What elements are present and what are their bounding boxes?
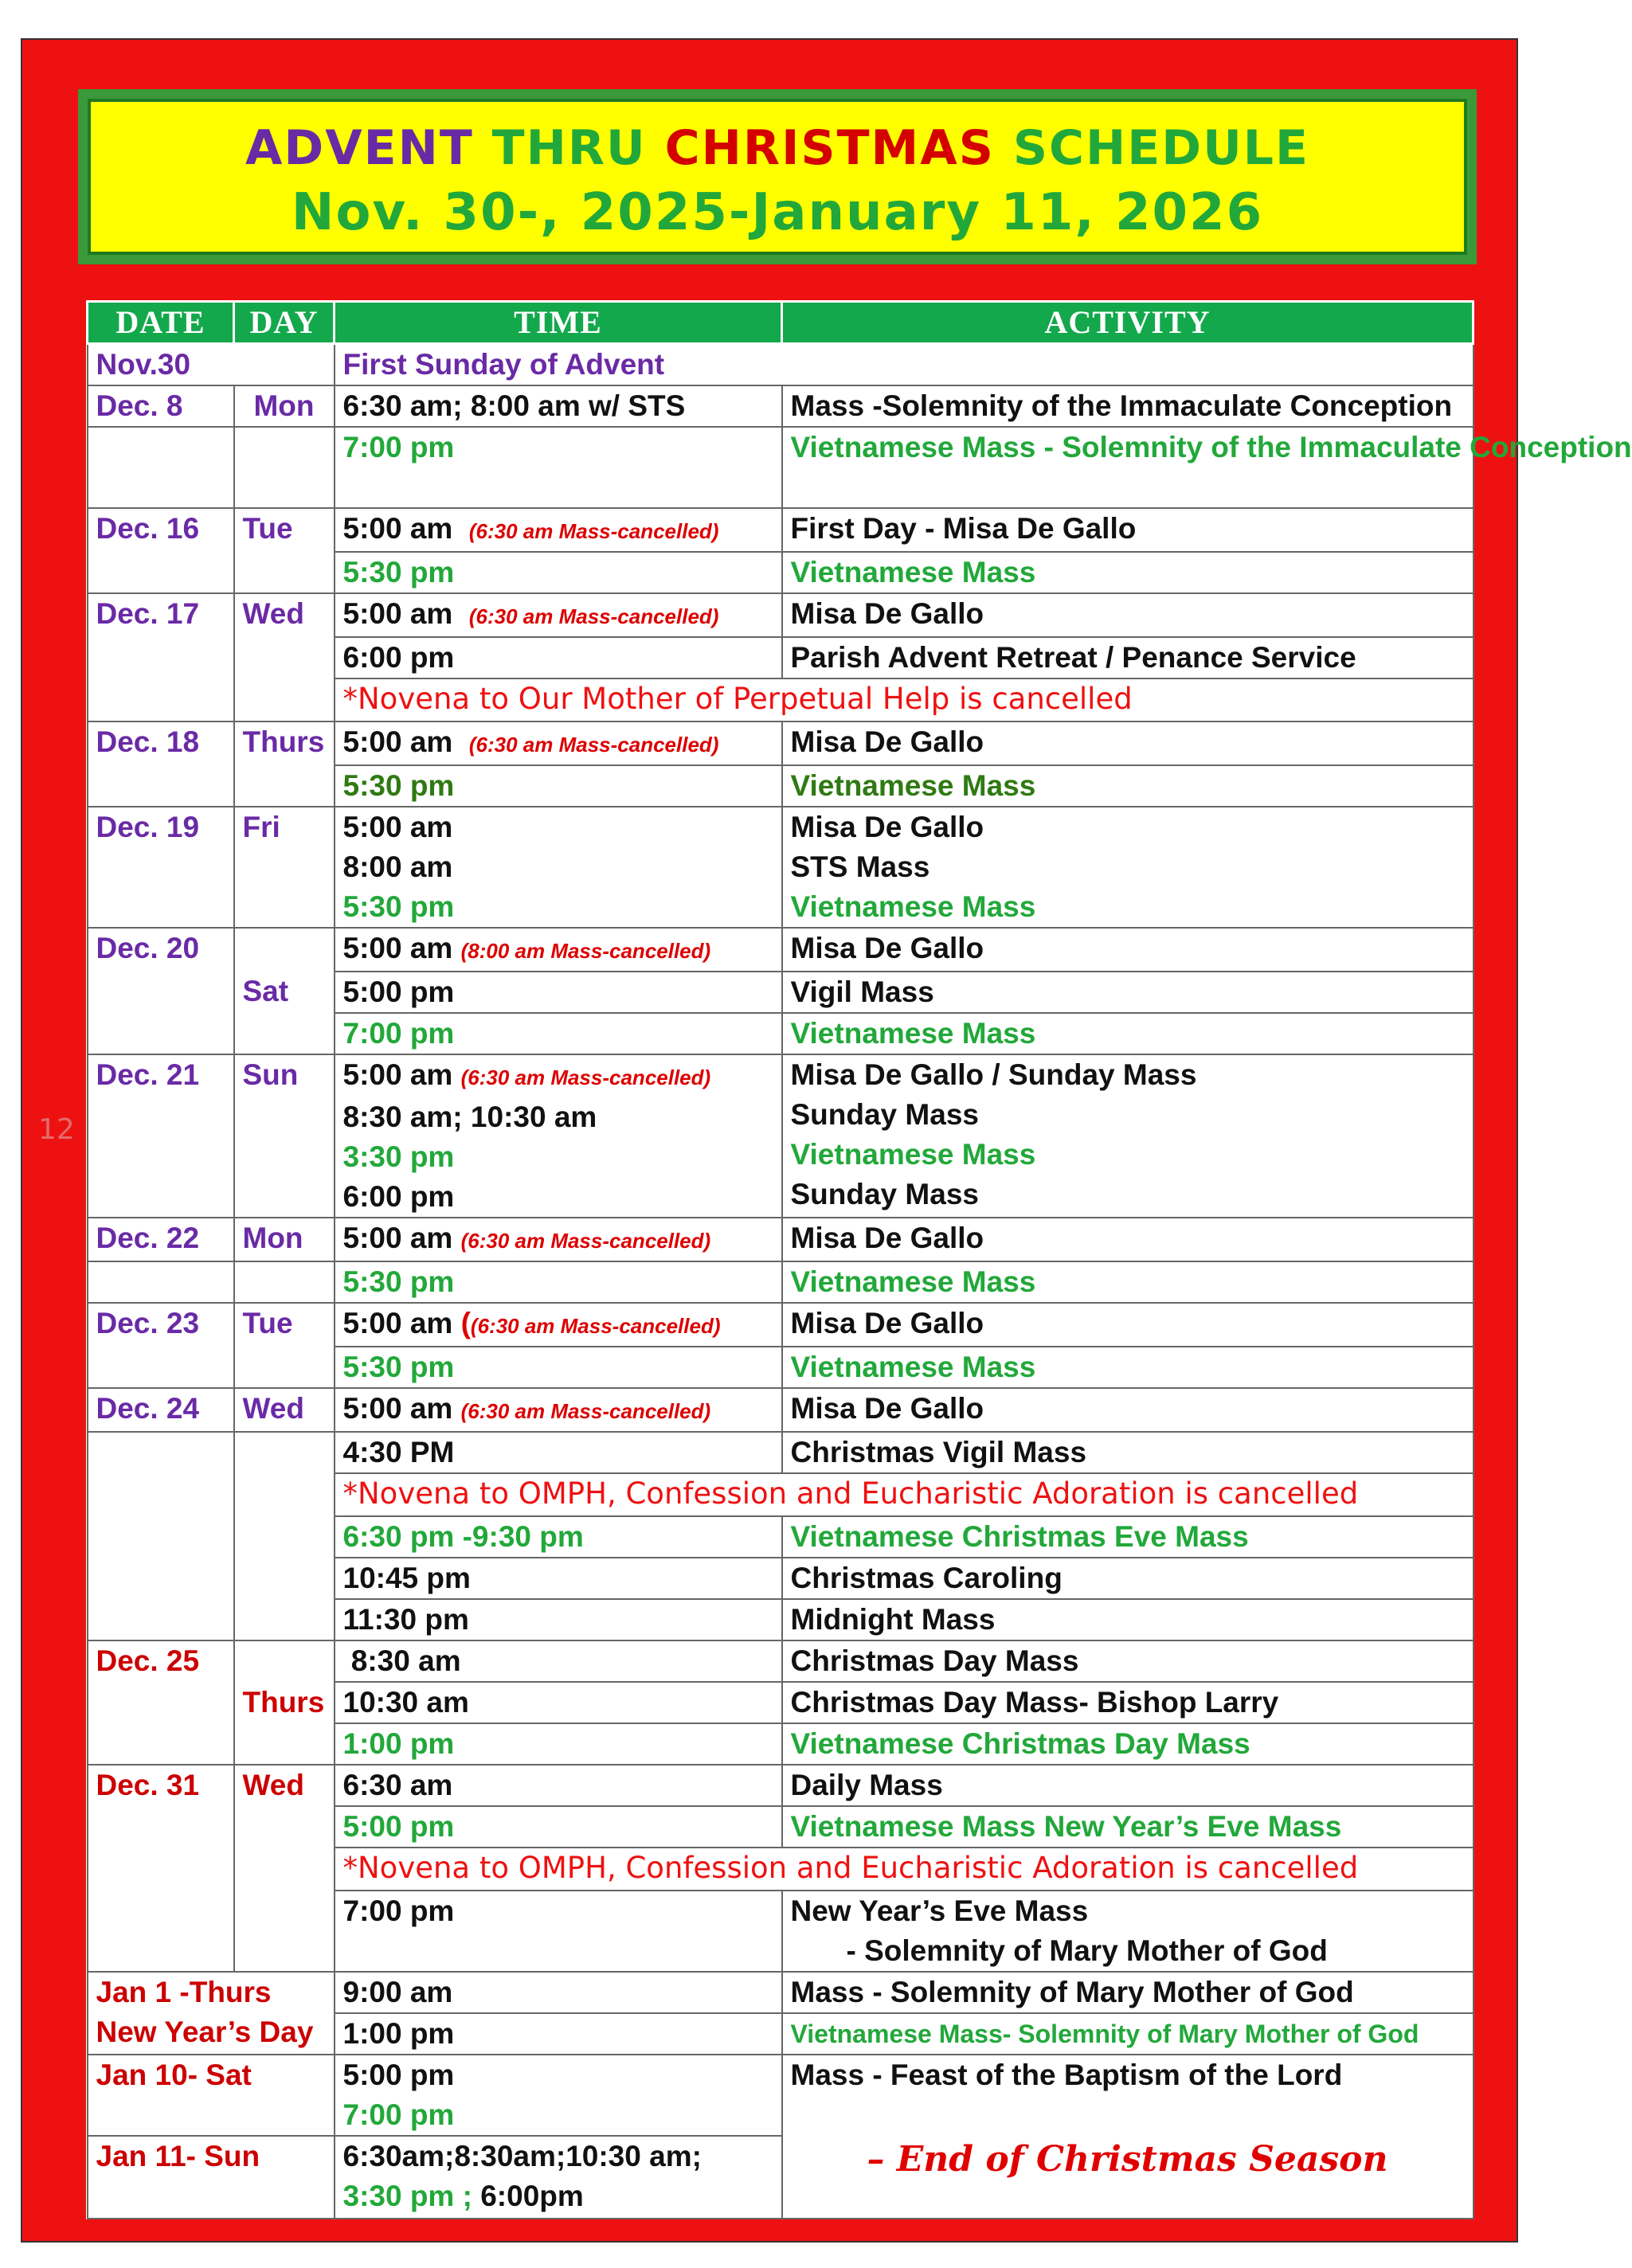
activity-cell bbox=[782, 1891, 1473, 1972]
activity-cell: Christmas Day Mass- Bishop Larry bbox=[782, 1682, 1473, 1723]
date-cell: Dec. 20 bbox=[88, 928, 234, 1054]
table-row bbox=[88, 1640, 1473, 1682]
schedule-title bbox=[91, 102, 1464, 178]
date-cell: Dec. 22 bbox=[88, 1218, 234, 1261]
time-cell: 7:00 pm bbox=[335, 427, 782, 508]
time-text: 5:00 am bbox=[342, 725, 453, 758]
date-cell bbox=[88, 1972, 335, 2055]
notice-cell: *Novena to OMPH, Confession and Eucharistic Adoration is cancelled bbox=[335, 1848, 1473, 1891]
activity-cell: Misa De Gallo bbox=[782, 1303, 1473, 1347]
header-activity: ACTIVITY bbox=[782, 302, 1473, 344]
title-word-schedule: SCHEDULE bbox=[1012, 120, 1310, 176]
time-text: 5:00 am bbox=[342, 1392, 453, 1425]
activity-cell: First Sunday of Advent bbox=[335, 344, 1473, 386]
time-cell: 6:30 am; 8:00 am w/ STS bbox=[335, 385, 782, 427]
date-cell: Dec. 17 bbox=[88, 593, 234, 721]
day-cell: Wed bbox=[234, 593, 335, 721]
activity-cell: Vietnamese Mass bbox=[782, 765, 1473, 807]
time-line bbox=[343, 2176, 773, 2216]
time-cell bbox=[335, 1388, 782, 1432]
time-cell: 5:30 pm bbox=[335, 552, 782, 593]
activity-cell: Vietnamese Mass - Solemnity of the Immaculate Conception bbox=[782, 427, 1473, 508]
activity-cell bbox=[782, 807, 1473, 928]
date-cell: Dec. 21 bbox=[88, 1054, 234, 1218]
activity-cell bbox=[782, 1054, 1473, 1218]
day-cell: Fri bbox=[234, 807, 335, 928]
time-text: 7:00 pm bbox=[342, 2098, 455, 2131]
activity-cell: Misa De Gallo bbox=[782, 1388, 1473, 1432]
header-date: DATE bbox=[88, 302, 234, 344]
day-cell: Thurs bbox=[234, 1640, 335, 1765]
table-row bbox=[88, 385, 1473, 427]
time-text: 3:30 pm bbox=[342, 1140, 455, 1173]
day-cell: Tue bbox=[234, 508, 335, 593]
notice-cell: *Novena to Our Mother of Perpetual Help is cancelled bbox=[335, 678, 1473, 721]
date-text: Jan 1 -Thurs bbox=[96, 1976, 272, 2008]
activity-cell: Christmas Caroling bbox=[782, 1558, 1473, 1599]
time-text: 8:00 am bbox=[342, 850, 453, 883]
activity-cell: Misa De Gallo bbox=[782, 721, 1473, 765]
time-text: 6:00pm bbox=[472, 2180, 584, 2212]
time-cell bbox=[335, 807, 782, 928]
time-cell bbox=[335, 1054, 782, 1218]
activity-text: Vietnamese Mass bbox=[790, 1138, 1036, 1171]
time-cell: 8:30 am bbox=[335, 1640, 782, 1682]
time-text: 5:00 am bbox=[342, 811, 453, 843]
date-cell: Nov.30 bbox=[88, 344, 335, 386]
table-row bbox=[88, 2055, 1473, 2136]
activity-text: Misa De Gallo bbox=[790, 811, 984, 843]
header-time: TIME bbox=[335, 302, 782, 344]
time-cell: 1:00 pm bbox=[335, 2013, 782, 2055]
table-row bbox=[88, 928, 1473, 972]
page-number: 12 bbox=[38, 1113, 75, 1146]
date-cell: Dec. 19 bbox=[88, 807, 234, 928]
activity-text: Vietnamese Mass bbox=[790, 890, 1036, 923]
time-line bbox=[343, 1055, 773, 1097]
time-text: 5:30 pm bbox=[342, 890, 455, 923]
time-cell: 5:30 pm bbox=[335, 1347, 782, 1388]
cancel-note: (6:30 am Mass-cancelled) bbox=[468, 519, 719, 543]
day-cell: Sun bbox=[234, 1054, 335, 1218]
activity-text: Misa De Gallo / Sunday Mass bbox=[790, 1058, 1197, 1091]
activity-cell: Christmas Vigil Mass bbox=[782, 1432, 1473, 1473]
time-cell bbox=[335, 2136, 782, 2219]
activity-cell bbox=[782, 2055, 1473, 2219]
day-cell: Wed bbox=[234, 1388, 335, 1432]
time-cell: 4:30 PM bbox=[335, 1432, 782, 1473]
day-cell: Thurs bbox=[234, 721, 335, 807]
cancel-note: (6:30 am Mass-cancelled) bbox=[460, 1066, 711, 1089]
day-cell: Mon bbox=[234, 1218, 335, 1261]
time-cell: 10:30 am bbox=[335, 1682, 782, 1723]
time-cell: 5:00 pm bbox=[335, 1806, 782, 1848]
activity-cell: Misa De Gallo bbox=[782, 928, 1473, 972]
cancel-note: (6:30 am Mass-cancelled) bbox=[470, 1314, 721, 1338]
table-row bbox=[88, 344, 1473, 386]
activity-cell: Daily Mass bbox=[782, 1765, 1473, 1806]
time-cell: 5:30 pm bbox=[335, 765, 782, 807]
time-text: 5:00 am bbox=[342, 1307, 453, 1339]
table-row bbox=[88, 1261, 1473, 1303]
time-cell: 11:30 pm bbox=[335, 1599, 782, 1640]
time-cell bbox=[335, 593, 782, 637]
activity-cell: Misa De Gallo bbox=[782, 593, 1473, 637]
activity-text: STS Mass bbox=[790, 850, 930, 883]
activity-cell: Christmas Day Mass bbox=[782, 1640, 1473, 1682]
cancel-note: (6:30 am Mass-cancelled) bbox=[460, 1399, 711, 1423]
title-word-thru: THRU bbox=[491, 120, 647, 176]
time-text: 5:00 am bbox=[342, 512, 453, 545]
activity-text: Sunday Mass bbox=[790, 1178, 979, 1210]
cancel-note: (6:30 am Mass-cancelled) bbox=[460, 1229, 711, 1253]
day-cell: Wed bbox=[234, 1765, 335, 1972]
date-cell: Dec. 24 bbox=[88, 1388, 234, 1432]
cancel-note: (6:30 am Mass-cancelled) bbox=[468, 733, 719, 757]
date-cell: Dec. 8 bbox=[88, 385, 234, 427]
time-text: 3:30 pm ; bbox=[342, 2180, 472, 2212]
date-cell: Dec. 23 bbox=[88, 1303, 234, 1388]
title-box bbox=[78, 89, 1477, 264]
activity-cell: Vietnamese Christmas Eve Mass bbox=[782, 1516, 1473, 1558]
activity-cell: First Day - Misa De Gallo bbox=[782, 508, 1473, 552]
time-cell bbox=[335, 2055, 782, 2136]
cancel-note: (8:00 am Mass-cancelled) bbox=[460, 939, 711, 963]
activity-text: Sunday Mass bbox=[790, 1098, 979, 1131]
time-text: 5:00 am bbox=[342, 1058, 453, 1091]
activity-cell: Vietnamese Mass New Year’s Eve Mass bbox=[782, 1806, 1473, 1848]
date-cell: Dec. 31 bbox=[88, 1765, 234, 1972]
table-row bbox=[88, 1218, 1473, 1261]
activity-text: - Solemnity of Mary Mother of God bbox=[846, 1934, 1328, 1967]
time-cell: 5:00 pm bbox=[335, 972, 782, 1013]
time-cell bbox=[335, 1218, 782, 1261]
time-text: 5:00 pm bbox=[342, 2059, 455, 2091]
activity-cell: Midnight Mass bbox=[782, 1599, 1473, 1640]
empty-cell bbox=[234, 1261, 335, 1303]
time-cell: 6:30 pm -9:30 pm bbox=[335, 1516, 782, 1558]
day-cell: Sat bbox=[234, 928, 335, 1054]
time-text: 5:00 am bbox=[342, 1222, 453, 1254]
activity-cell: Vigil Mass bbox=[782, 972, 1473, 1013]
activity-cell: Parish Advent Retreat / Penance Service bbox=[782, 637, 1473, 678]
activity-cell: Vietnamese Christmas Day Mass bbox=[782, 1723, 1473, 1765]
title-inner bbox=[88, 99, 1467, 255]
activity-cell: Vietnamese Mass bbox=[782, 1261, 1473, 1303]
table-header-row bbox=[88, 302, 1473, 344]
table-row bbox=[88, 1972, 1473, 2013]
date-cell: Dec. 25 bbox=[88, 1640, 234, 1765]
notice-cell: *Novena to OMPH, Confession and Eucharistic Adoration is cancelled bbox=[335, 1473, 1473, 1516]
table-row bbox=[88, 508, 1473, 552]
activity-cell: Vietnamese Mass bbox=[782, 1013, 1473, 1054]
empty-cell bbox=[234, 427, 335, 508]
time-text: 8:30 am; 10:30 am bbox=[342, 1101, 597, 1133]
table-row bbox=[88, 593, 1473, 637]
table-row bbox=[88, 1303, 1473, 1347]
paren-mark: ( bbox=[460, 1307, 471, 1339]
day-cell: Mon bbox=[234, 385, 335, 427]
table-row bbox=[88, 1388, 1473, 1432]
time-text: 6:00 pm bbox=[342, 1180, 455, 1213]
empty-cell bbox=[88, 427, 234, 508]
empty-cell bbox=[234, 1432, 335, 1640]
time-cell bbox=[335, 721, 782, 765]
header-day: DAY bbox=[234, 302, 335, 344]
time-cell: 10:45 pm bbox=[335, 1558, 782, 1599]
activity-cell: Vietnamese Mass bbox=[782, 1347, 1473, 1388]
date-cell: Dec. 16 bbox=[88, 508, 234, 593]
table-row bbox=[88, 1054, 1473, 1218]
time-text: 6:30am;8:30am;10:30 am; bbox=[342, 2140, 702, 2172]
schedule-dates: Nov. 30-, 2025-January 11, 2026 bbox=[291, 183, 1264, 242]
date-cell: Jan 10- Sat bbox=[88, 2055, 335, 2136]
activity-cell: Misa De Gallo bbox=[782, 1218, 1473, 1261]
time-cell: 9:00 am bbox=[335, 1972, 782, 2013]
activity-cell: Mass -Solemnity of the Immaculate Conception bbox=[782, 385, 1473, 427]
table-row bbox=[88, 1765, 1473, 1806]
time-cell: 1:00 pm bbox=[335, 1723, 782, 1765]
end-of-season-text: – End of Christmas Season bbox=[867, 2139, 1388, 2180]
time-cell: 6:30 am bbox=[335, 1765, 782, 1806]
table-row bbox=[88, 721, 1473, 765]
table-row bbox=[88, 1432, 1473, 1473]
date-text: New Year’s Day bbox=[96, 2016, 314, 2048]
activity-text: Mass - Feast of the Baptism of the Lord bbox=[790, 2059, 1343, 2091]
activity-cell: Mass - Solemnity of Mary Mother of God bbox=[782, 1972, 1473, 2013]
date-cell: Jan 11- Sun bbox=[88, 2136, 335, 2219]
table-row bbox=[88, 807, 1473, 928]
schedule-table bbox=[86, 300, 1632, 2219]
empty-cell bbox=[88, 1432, 234, 1640]
activity-cell: Vietnamese Mass bbox=[782, 552, 1473, 593]
time-cell bbox=[335, 508, 782, 552]
activity-cell: Vietnamese Mass- Solemnity of Mary Mother of God bbox=[782, 2013, 1473, 2055]
time-cell bbox=[335, 928, 782, 972]
empty-cell bbox=[88, 1261, 234, 1303]
time-text: 5:00 am bbox=[342, 597, 453, 630]
time-cell: 5:30 pm bbox=[335, 1261, 782, 1303]
activity-text: New Year’s Eve Mass bbox=[790, 1895, 1089, 1927]
time-cell: 7:00 pm bbox=[335, 1013, 782, 1054]
table-row bbox=[88, 427, 1473, 508]
title-word-advent: ADVENT bbox=[245, 120, 474, 176]
time-text: 5:00 am bbox=[342, 932, 453, 964]
cancel-note: (6:30 am Mass-cancelled) bbox=[468, 604, 719, 628]
day-cell: Tue bbox=[234, 1303, 335, 1388]
date-cell: Dec. 18 bbox=[88, 721, 234, 807]
time-cell: 7:00 pm bbox=[335, 1891, 782, 1972]
time-cell bbox=[335, 1303, 782, 1347]
time-cell: 6:00 pm bbox=[335, 637, 782, 678]
title-word-christmas: CHRISTMAS bbox=[664, 120, 995, 176]
